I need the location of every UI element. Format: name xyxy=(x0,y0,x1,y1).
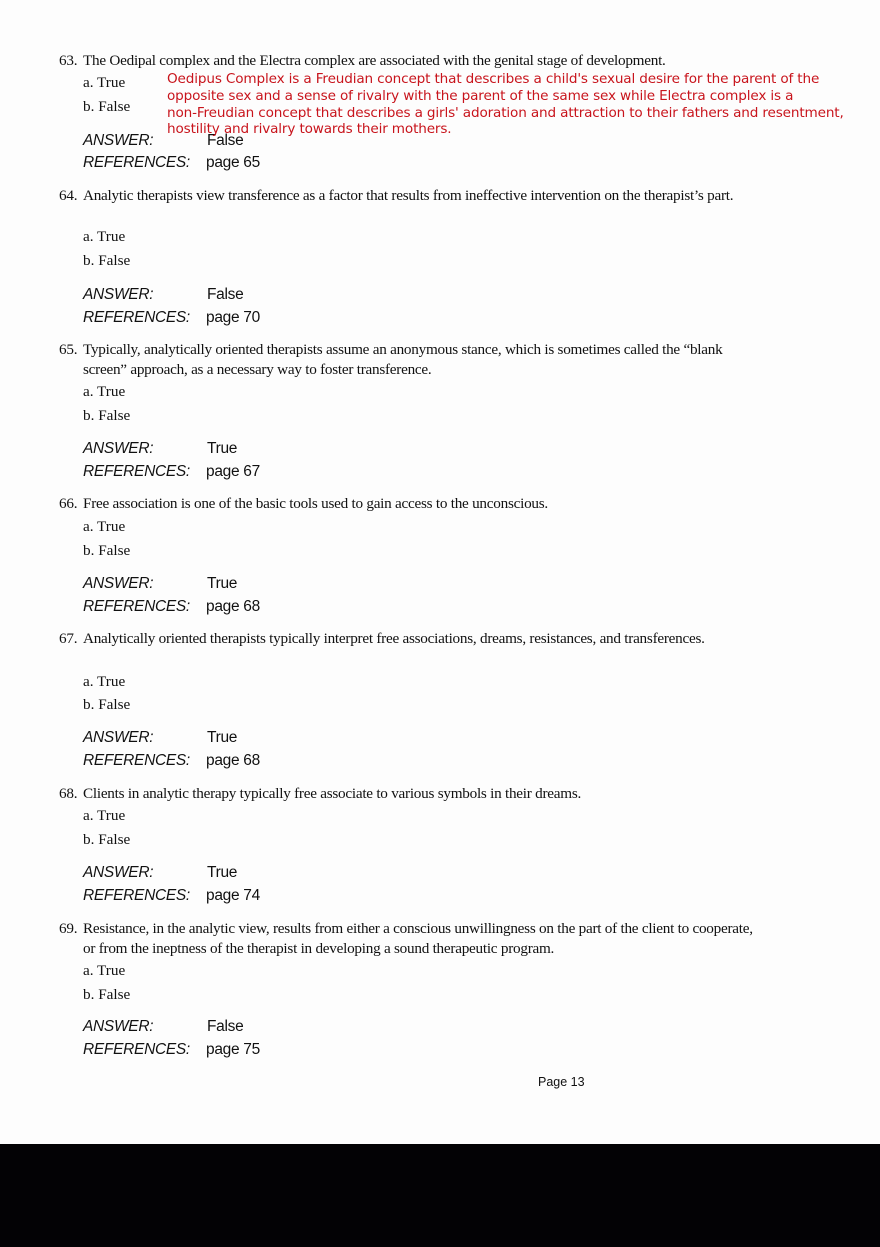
answer-value: False xyxy=(207,1018,244,1035)
references-label: REFERENCES: xyxy=(83,752,190,769)
references-label: REFERENCES: xyxy=(83,463,190,480)
page-number: Page 13 xyxy=(538,1075,585,1089)
option-true: a. True xyxy=(83,962,126,979)
answer-value: False xyxy=(207,132,244,149)
option-false: b. False xyxy=(83,831,131,848)
answer-label: ANSWER: xyxy=(83,440,154,457)
option-false: b. False xyxy=(83,696,131,713)
annotation-line: hostility and rivalry towards their mothers. xyxy=(167,121,452,137)
option-false: b. False xyxy=(83,542,131,559)
question-text: Analytically oriented therapists typically interpret free associations, dreams, resistances, and transferences. xyxy=(83,630,705,647)
question-text: Analytic therapists view transference as a factor that results from ineffective intervention on the therapist’s part. xyxy=(83,187,734,204)
option-true: a. True xyxy=(83,807,126,824)
answer-label: ANSWER: xyxy=(83,286,154,303)
references-label: REFERENCES: xyxy=(83,309,190,326)
references-value: page 65 xyxy=(206,154,260,171)
answer-label: ANSWER: xyxy=(83,729,154,746)
answer-value: False xyxy=(207,286,244,303)
references-value: page 75 xyxy=(206,1041,260,1058)
question-text: Clients in analytic therapy typically free associate to various symbols in their dreams. xyxy=(83,785,582,802)
question-text: Free association is one of the basic tools used to gain access to the unconscious. xyxy=(83,495,548,512)
annotation-note xyxy=(167,71,844,138)
annotation-line: Oedipus Complex is a Freudian concept that describes a child's sexual desire for the parent of the xyxy=(167,71,820,87)
question-number: 63. xyxy=(59,52,78,69)
answer-value: True xyxy=(207,729,238,746)
question-text: The Oedipal complex and the Electra complex are associated with the genital stage of development. xyxy=(83,52,666,69)
question-text: screen” approach, as a necessary way to foster transference. xyxy=(83,361,432,378)
option-false: b. False xyxy=(83,407,131,424)
viewer-background xyxy=(0,1144,880,1247)
option-false: b. False xyxy=(83,252,131,269)
references-value: page 70 xyxy=(206,309,260,326)
answer-label: ANSWER: xyxy=(83,1018,154,1035)
references-value: page 67 xyxy=(206,463,260,480)
answer-value: True xyxy=(207,440,238,457)
references-value: page 68 xyxy=(206,752,260,769)
option-false: b. False xyxy=(83,98,131,115)
references-label: REFERENCES: xyxy=(83,598,190,615)
references-label: REFERENCES: xyxy=(83,154,190,171)
option-false: b. False xyxy=(83,986,131,1003)
option-true: a. True xyxy=(83,74,126,91)
references-label: REFERENCES: xyxy=(83,1041,190,1058)
answer-value: True xyxy=(207,864,238,881)
question-text: Typically, analytically oriented therapists assume an anonymous stance, which is sometimes called the “blank xyxy=(83,341,723,358)
option-true: a. True xyxy=(83,228,126,245)
question-number: 65. xyxy=(59,341,78,358)
answer-label: ANSWER: xyxy=(83,575,154,592)
references-label: REFERENCES: xyxy=(83,887,190,904)
question-number: 64. xyxy=(59,187,78,204)
references-value: page 68 xyxy=(206,598,260,615)
answer-label: ANSWER: xyxy=(83,864,154,881)
option-true: a. True xyxy=(83,383,126,400)
answer-value: True xyxy=(207,575,238,592)
question-text: or from the ineptness of the therapist in developing a sound therapeutic program. xyxy=(83,940,555,957)
question-text: Resistance, in the analytic view, results from either a conscious unwillingness on the part of the client to cooperate, xyxy=(83,920,753,937)
question-number: 68. xyxy=(59,785,78,802)
answer-label: ANSWER: xyxy=(83,132,154,149)
annotation-line: opposite sex and a sense of rivalry with the parent of the same sex while Electra complex is a xyxy=(167,88,794,104)
references-value: page 74 xyxy=(206,887,260,904)
option-true: a. True xyxy=(83,518,126,535)
question-number: 67. xyxy=(59,630,78,647)
question-number: 69. xyxy=(59,920,78,937)
option-true: a. True xyxy=(83,673,126,690)
annotation-line: non-Freudian concept that describes a girls' adoration and attraction to their fathers and resentment, xyxy=(167,105,844,121)
question-number: 66. xyxy=(59,495,78,512)
